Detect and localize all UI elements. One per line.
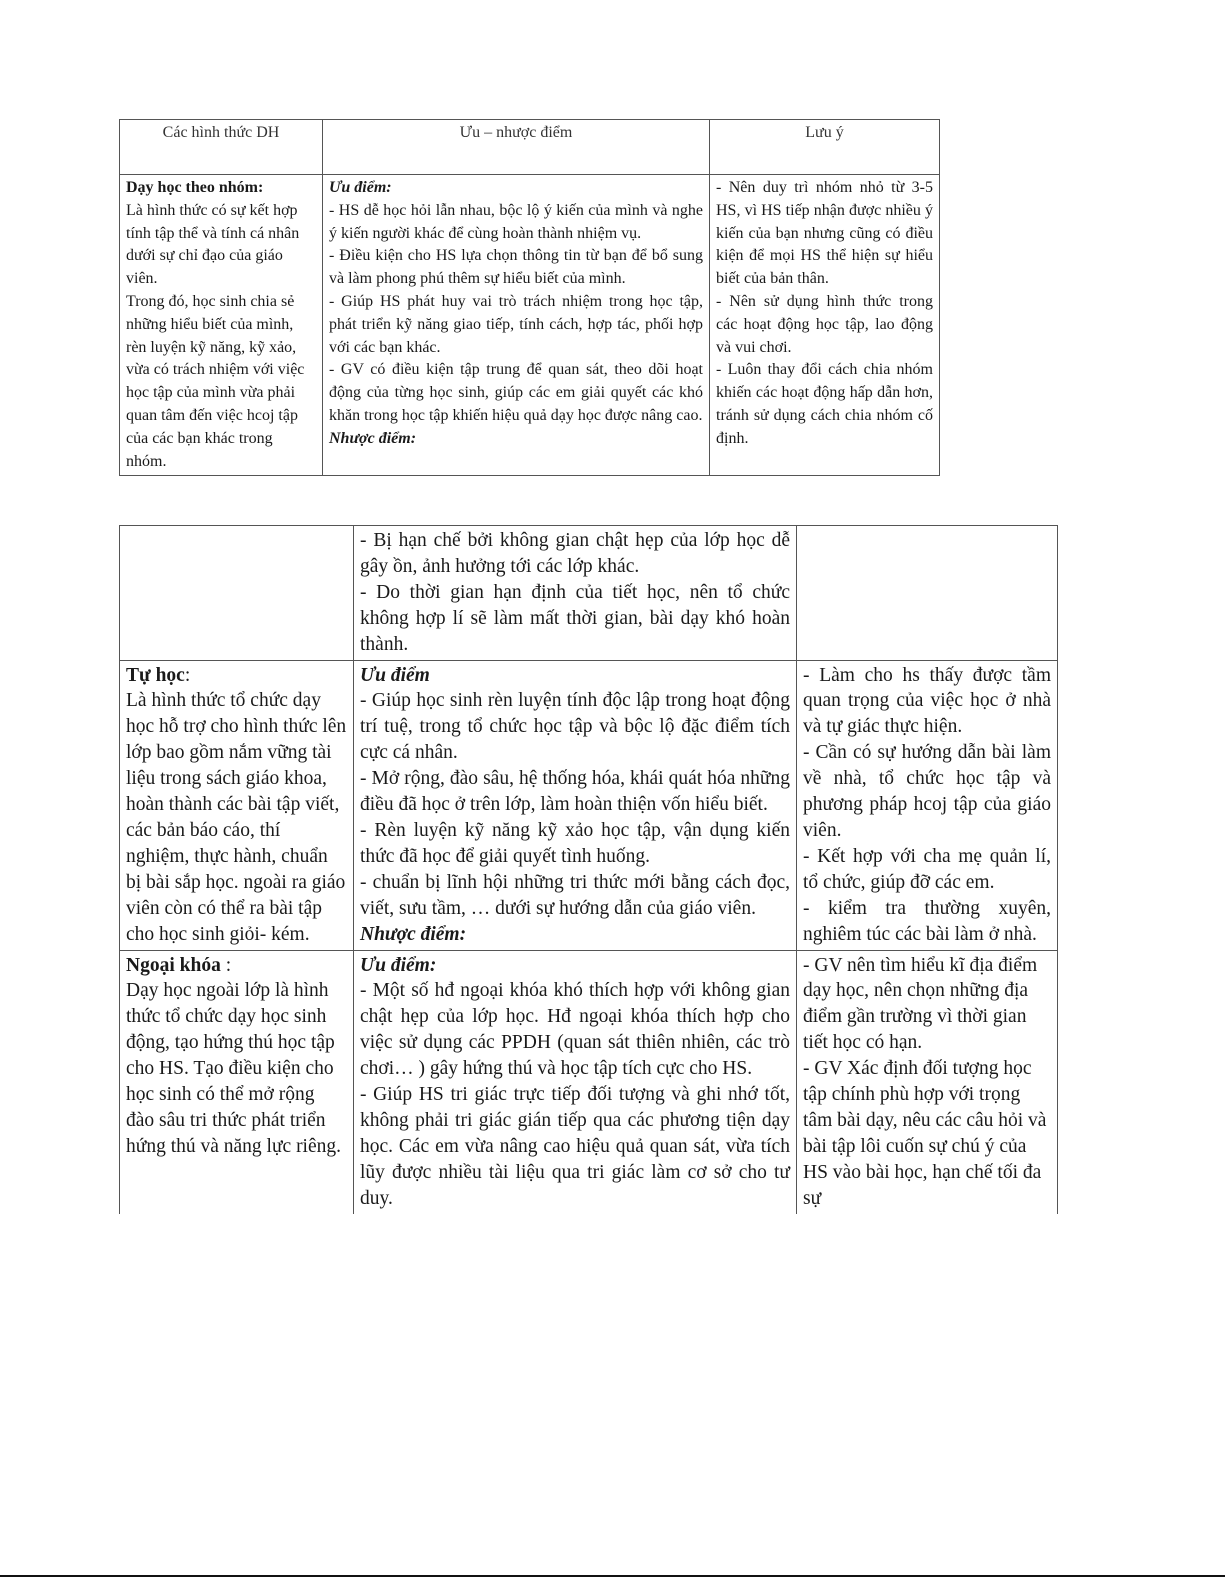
cell-self-study-form (120, 660, 354, 950)
cell-self-study-notes (797, 660, 1058, 950)
group-cons-title: Nhược điểm: (329, 429, 417, 447)
group-pro-1: - HS dễ học hỏi lẫn nhau, bộc lộ ý kiến của mình và nghe ý kiến người khác để cùng hoàn thành nhiệm vụ. (329, 201, 703, 242)
self-study-note-1: - Làm cho hs thấy được tầm quan trọng của việc học ở nhà và tự giác thực hiện. (803, 664, 1051, 738)
cell-extra-notes (797, 950, 1058, 1214)
self-study-note-4: - kiểm tra thường xuyên, nghiêm túc các bài làm ở nhà. (803, 897, 1051, 945)
group-pro-4: - GV có điều kiện tập trung để quan sát, theo dõi hoạt động của từng học sinh, giúp các em giải quyết các khó khăn trong học tập khiến hiệu quả dạy học được nâng cao. (329, 361, 703, 424)
group-con-2: - Do thời gian hạn định của tiết học, nên tổ chức không hợp lí sẽ làm mất thời gian, bài dạy khó hoàn thành. (360, 581, 790, 655)
extra-desc: Dạy học ngoài lớp là hình thức tổ chức dạy học sinh động, tạo hứng thú học tập cho HS. Tạo điều kiện cho học sinh có thể mở rộng đào sâu tri thức phát triển hứng thú và năng lực riêng. (126, 980, 342, 1157)
cell-group-form (120, 175, 323, 476)
header-notes: Lưu ý (710, 120, 940, 175)
cell-self-study-pros-cons (354, 660, 797, 950)
cell-extra-pros-cons (354, 950, 797, 1214)
group-pro-2: - Điều kiện cho HS lựa chọn thông tin từ bạn để bổ sung và làm phong phú thêm sự hiểu biết của mình. (329, 247, 703, 288)
self-study-pro-1: - Giúp học sinh rèn luyện tính độc lập trong hoạt động trí tuệ, trong tổ chức học tập và bộc lộ đặc điểm tích cực cá nhân. (360, 690, 790, 764)
table-part-1 (119, 119, 940, 476)
self-study-note-2: - Cần có sự hướng dẫn bài làm về nhà, tổ chức học tập và phương pháp hcoj tập của giáo viên. (803, 742, 1051, 841)
group-note-2: - Nên sử dụng hình thức trong các hoạt động học tập, lao động và vui chơi. (716, 292, 933, 356)
extra-pro-1: - Một số hđ ngoại khóa khó thích hợp với không gian chật hẹp của lớp học. Hđ ngoại khóa thích hợp cho việc sử dụng các PPDH (quan sát thiên nhiên, các trò chơi… ) gây hứng thú và học tập tích cực cho HS. (360, 980, 790, 1080)
self-study-note-3: - Kết hợp với cha mẹ quản lí, tổ chức, giúp đỡ các em. (803, 845, 1051, 893)
header-forms: Các hình thức DH (120, 120, 323, 175)
cell-extra-form (120, 950, 354, 1214)
group-title: Dạy học theo nhóm: (126, 179, 264, 196)
cell-cont-cons (354, 526, 797, 661)
self-study-cons-title: Nhược điểm: (360, 923, 467, 945)
table-header-row (120, 120, 940, 175)
extra-title: Ngoại khóa (126, 954, 221, 976)
page-bottom-rule (0, 1575, 1225, 1577)
group-pro-3: - Giúp HS phát huy vai trò trách nhiệm trong học tập, phát triển kỹ năng giao tiếp, tính cách, hợp tác, phối hợp với các bạn khác. (329, 292, 703, 356)
self-study-pro-3: - Rèn luyện kỹ năng kỹ xảo học tập, vận dụng kiến thức đã học để giải quyết tình huống. (360, 819, 790, 867)
table-row-self-study (120, 660, 1058, 950)
extra-pros-title: Ưu điểm: (360, 954, 437, 976)
header-pros-cons: Ưu – nhược điểm (323, 120, 710, 175)
group-note-3: - Luôn thay đổi cách chia nhóm khiến các hoạt động hấp dẫn hơn, tránh sử dụng cách chia nhóm cố định. (716, 361, 933, 447)
group-pros-title: Ưu điểm: (329, 179, 392, 196)
extra-note-1: - GV nên tìm hiểu kĩ địa điểm dạy học, nên chọn những địa điểm gần trường vì thời gian tiết học có hạn. (803, 954, 1038, 1054)
self-study-pro-4: - chuẩn bị lĩnh hội những tri thức mới bằng cách đọc, viết, sưu tầm, … dưới sự hướng dẫn của giáo viên. (360, 871, 790, 919)
self-study-pros-title: Ưu điểm (360, 664, 430, 686)
self-study-pro-2: - Mở rộng, đào sâu, hệ thống hóa, khái quát hóa những điều đã học ở trên lớp, làm hoàn thiện vốn hiểu biết. (360, 768, 790, 816)
extra-title-suffix: : (220, 954, 232, 976)
table-row-group-learning (120, 175, 940, 476)
self-study-title-suffix: : (184, 664, 191, 686)
self-study-desc: Là hình thức tổ chức dạy học hỗ trợ cho hình thức lên lớp bao gồm nắm vững tài liệu trong sách giáo khoa, hoàn thành các bài tập viết, các bản báo cáo, thí nghiệm, thực hành, chuẩn bị bài sắp học. ngoài ra giáo viên còn có thể ra bài tập cho học sinh giỏi- kém. (126, 690, 347, 945)
cell-group-pros-cons (323, 175, 710, 476)
table-row-continuation (120, 526, 1058, 661)
extra-note-2: - GV Xác định đối tượng học tập chính phù hợp với trọng tâm bài dạy, nêu các câu hỏi và bài tập lôi cuốn sự chú ý của HS vào bài học, hạn chế tối đa sự (803, 1058, 1047, 1209)
cell-cont-empty-left (120, 526, 354, 661)
group-desc-1: Là hình thức có sự kết hợp tính tập thể và tính cá nhân dưới sự chỉ đạo của giáo viên. (126, 201, 300, 288)
cell-group-notes (710, 175, 940, 476)
group-note-1: - Nên duy trì nhóm nhỏ từ 3-5 HS, vì HS tiếp nhận được nhiều ý kiến của bạn nhưng cũng có điều kiện để mọi HS thể hiện sự hiểu biết của bản thân. (716, 179, 933, 288)
cell-cont-empty-right (797, 526, 1058, 661)
group-desc-2: Trong đó, học sinh chia sẻ những hiểu biết của mình, rèn luyện kỹ năng, kỹ xảo, vừa có trách nhiệm với việc học tập của mình vừa phải quan tâm đến việc hcoj tập của các bạn khác trong nhóm. (126, 292, 305, 470)
self-study-title: Tự học (126, 664, 185, 686)
table-row-extracurricular (120, 950, 1058, 1214)
table-part-2 (119, 525, 1058, 1214)
group-con-1: - Bị hạn chế bởi không gian chật hẹp của lớp học dễ gây ồn, ảnh hưởng tới các lớp khác. (360, 530, 790, 577)
extra-pro-2: - Giúp HS tri giác trực tiếp đối tượng và ghi nhớ tốt, không phải tri giác gián tiếp qua các phương tiện dạy học. Các em vừa nâng cao hiệu quả quan sát, vừa tích lũy được nhiều tài liệu qua tri giác làm cơ sở cho tư duy. (360, 1084, 790, 1209)
